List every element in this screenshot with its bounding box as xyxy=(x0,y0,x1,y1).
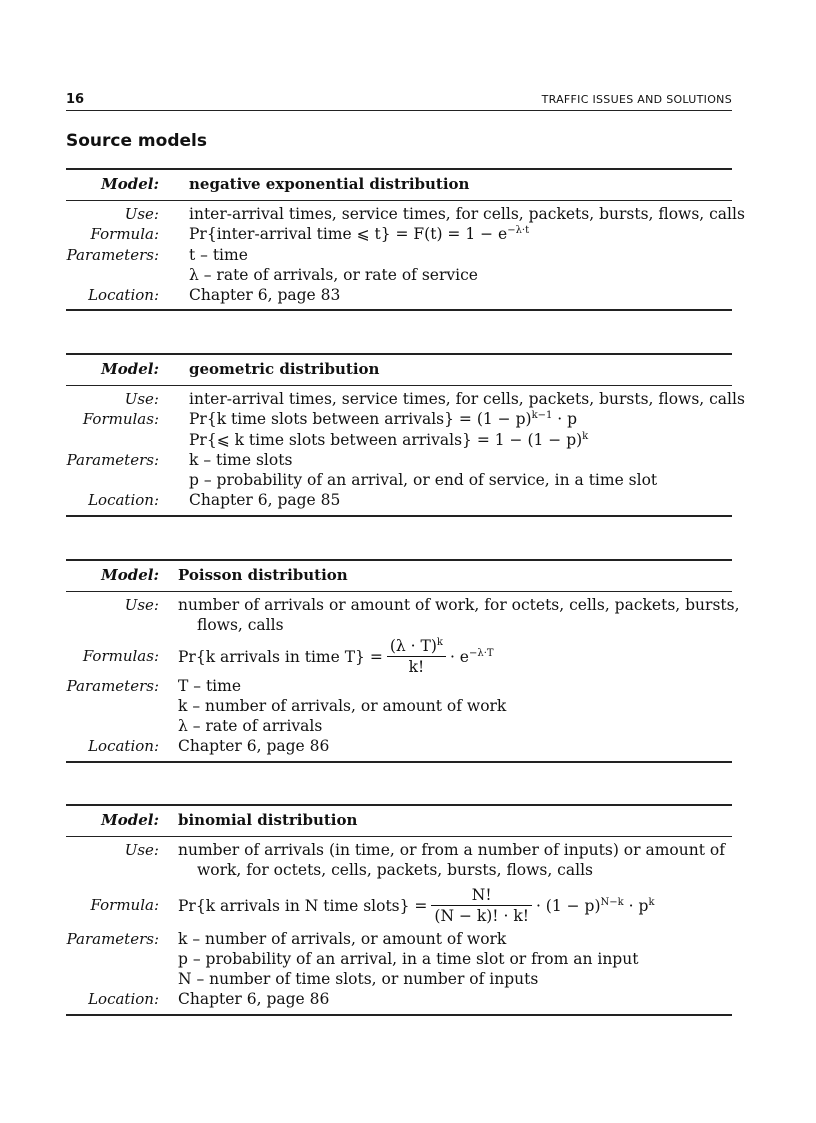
use-text-continued: work, for octets, cells, packets, bursts, flows, calls xyxy=(197,861,593,880)
model-header xyxy=(66,561,732,592)
use-text: inter-arrival times, service times, for cells, packets, bursts, flows, calls xyxy=(189,390,745,408)
parameters-row-3 xyxy=(66,969,732,989)
formula-rhs-tail: · p xyxy=(623,896,649,915)
formula-text xyxy=(178,881,655,930)
parameters-row-2 xyxy=(66,949,732,969)
location-text: Chapter 6, page 86 xyxy=(178,990,330,1009)
formula-tail: · p xyxy=(552,410,578,429)
formula-text xyxy=(189,430,588,450)
use-label: Use: xyxy=(124,205,159,223)
use-text: number of arrivals (in time, or from a number of inputs) or amount of xyxy=(178,841,725,859)
location-text: Chapter 6, page 83 xyxy=(189,286,341,305)
model-label: Model: xyxy=(101,811,159,829)
formulas-label: Formulas: xyxy=(82,410,159,429)
formula-row-2 xyxy=(66,430,732,450)
formula-exponent: k−1 xyxy=(531,410,553,422)
use-text: inter-arrival times, service times, for cells, packets, bursts, flows, calls xyxy=(189,205,745,223)
parameters-row-2 xyxy=(66,696,732,716)
location-row xyxy=(66,490,732,510)
formula-rhs-exponent: N−k xyxy=(600,896,624,908)
model-label: Model: xyxy=(101,566,159,584)
parameters-label: Parameters: xyxy=(66,676,159,695)
model-header xyxy=(66,806,732,837)
location-label: Location: xyxy=(88,737,159,756)
formula-fraction xyxy=(431,885,532,926)
formula-fraction xyxy=(387,636,446,677)
model-name: binomial distribution xyxy=(178,811,358,829)
formula-text xyxy=(178,636,494,678)
model-header xyxy=(66,170,732,201)
fraction-denominator: k! xyxy=(408,658,425,677)
model-label: Model: xyxy=(101,360,159,378)
formula-text xyxy=(189,409,577,429)
formula-rhs xyxy=(536,897,655,915)
parameters-row xyxy=(66,450,732,470)
use-row xyxy=(66,595,740,615)
parameter-item: λ – rate of arrivals xyxy=(178,717,323,736)
parameter-item: k – time slots xyxy=(189,450,293,469)
parameter-item: N – number of time slots, or number of inputs xyxy=(178,970,539,989)
model-box-geometric xyxy=(66,353,745,517)
use-row-2 xyxy=(66,615,732,635)
formula-label: Formula: xyxy=(90,895,159,914)
location-row xyxy=(66,989,732,1009)
formula-rhs xyxy=(450,648,494,666)
parameters-row-2 xyxy=(66,265,732,285)
parameter-item: t – time xyxy=(189,245,248,264)
formula-rhs-tail-exponent: k xyxy=(648,896,655,908)
formula-row xyxy=(66,636,732,676)
formula-rhs-text: · (1 − p) xyxy=(535,896,601,915)
location-label: Location: xyxy=(88,491,159,510)
formula-text xyxy=(189,224,529,244)
formula-rhs-text: · e xyxy=(449,647,469,666)
page-number: 16 xyxy=(66,92,85,107)
location-text: Chapter 6, page 86 xyxy=(178,737,330,756)
page-header xyxy=(66,92,732,111)
running-head: TRAFFIC ISSUES AND SOLUTIONS xyxy=(541,93,732,106)
model-name: geometric distribution xyxy=(189,360,380,378)
numerator-exponent: k xyxy=(436,637,443,649)
parameter-item: k – number of arrivals, or amount of work xyxy=(178,929,507,948)
parameters-row xyxy=(66,929,732,949)
use-row xyxy=(66,389,745,409)
formulas-label: Formulas: xyxy=(82,646,159,665)
location-label: Location: xyxy=(88,286,159,305)
model-name: Poisson distribution xyxy=(178,566,348,584)
parameters-row-2 xyxy=(66,470,732,490)
use-label: Use: xyxy=(124,596,159,614)
formula-row xyxy=(66,881,732,929)
use-row-2 xyxy=(66,860,732,880)
location-row xyxy=(66,736,732,756)
use-text-continued: flows, calls xyxy=(197,616,284,635)
parameters-row xyxy=(66,245,732,265)
formula-row xyxy=(66,224,732,244)
parameters-label: Parameters: xyxy=(66,245,159,264)
use-row xyxy=(66,840,732,860)
location-label: Location: xyxy=(88,990,159,1009)
parameters-row xyxy=(66,676,732,696)
section-title: Source models xyxy=(66,131,207,151)
formula-main: Pr{inter-arrival time ⩽ t} = F(t) = 1 − e xyxy=(189,225,508,244)
formula-lhs: Pr{k arrivals in N time slots} = xyxy=(178,896,428,915)
formula-main: Pr{⩽ k time slots between arrivals} = 1 − (1 − p) xyxy=(189,430,583,449)
parameters-row-3 xyxy=(66,716,732,736)
location-row xyxy=(66,285,732,305)
parameter-item: T – time xyxy=(178,676,241,695)
use-text: number of arrivals or amount of work, for octets, cells, packets, bursts, xyxy=(178,596,740,614)
parameter-item: p – probability of an arrival, in a time slot or from an input xyxy=(178,949,639,968)
formula-main: Pr{k time slots between arrivals} = (1 − p) xyxy=(189,410,532,429)
parameters-label: Parameters: xyxy=(66,929,159,948)
use-label: Use: xyxy=(124,390,159,408)
formula-exponent: k xyxy=(582,430,589,442)
formula-exponent: −λ·t xyxy=(507,225,530,237)
fraction-numerator xyxy=(387,636,446,657)
model-label: Model: xyxy=(101,175,159,193)
fraction-numerator: N! xyxy=(431,885,532,906)
location-text: Chapter 6, page 85 xyxy=(189,491,341,510)
numerator-text: (λ · T) xyxy=(389,637,437,656)
model-name: negative exponential distribution xyxy=(189,175,470,193)
formula-lhs: Pr{k arrivals in time T} = xyxy=(178,647,383,666)
parameter-item: p – probability of an arrival, or end of service, in a time slot xyxy=(189,471,658,490)
parameters-label: Parameters: xyxy=(66,450,159,469)
fraction-denominator: (N − k)! · k! xyxy=(434,907,529,926)
formula-label: Formula: xyxy=(90,225,159,244)
formula-row xyxy=(66,409,732,429)
use-row xyxy=(66,204,745,224)
model-box-negative-exponential xyxy=(66,168,745,311)
model-box-poisson xyxy=(66,559,740,763)
use-label: Use: xyxy=(124,841,159,859)
formula-rhs-exponent: −λ·T xyxy=(468,647,494,659)
parameter-item: k – number of arrivals, or amount of work xyxy=(178,696,507,715)
model-header xyxy=(66,355,732,386)
parameter-item: λ – rate of arrivals, or rate of service xyxy=(189,265,478,284)
model-box-binomial xyxy=(66,804,732,1016)
